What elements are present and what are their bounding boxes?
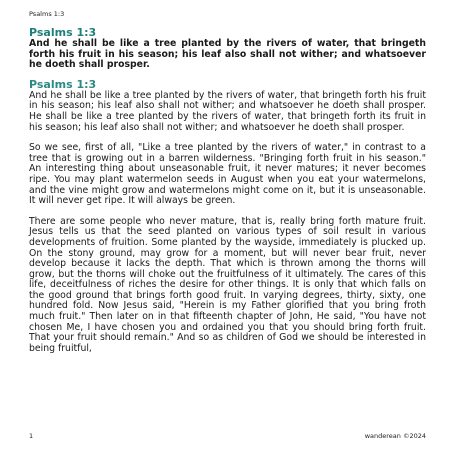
verse-heading-secondary: Psalms 1:3 (29, 77, 97, 91)
footer-credit: wanderean ©2024 (364, 432, 426, 440)
page-number: 1 (29, 432, 34, 440)
verse-text-secondary: And he shall be like a tree planted by the rivers of water, that bringeth forth his fruit in his season; his leaf also shall not wither; and whatsoever he doeth shall prosper. He shall be like a tree planted by the rivers of water, that bringeth forth its fruit in his season; his leaf also shall not wither; and whatsoever he doeth shall prosper. (29, 89, 426, 133)
running-header: Psalms 1:3 (29, 10, 65, 18)
commentary-paragraph-1: So we see, first of all, "Like a tree planted by the rivers of water," in contrast to a tree that is growing out in a barren wilderness. "Bringing forth fruit in his season." An interesting thing about unseasonable fruit, it never matures; it never becomes ripe. You may plant watermelon seeds in August when you eat your watermelons, and the vine might grow and watermelons might come on it, but it is unseasonable. It will never get ripe. It will always be green. (29, 142, 426, 207)
commentary-paragraph-2: There are some people who never mature, that is, really bring forth mature fruit. Jesus tells us that the seed planted on various types of soil result in various developments of fruition. Some planted by the wayside, immediately is plucked up. On the stony ground, may grow for a moment, but will never bear fruit, never develop because it lacks the depth. That which is thrown among the thorns will grow, but the thorns will choke out the fruitfulness of it ultimately. The cares of this life, deceitfulness of riches the desire for other things. It is only that which falls on the good ground that brings forth good fruit. In varying degrees, thirty, sixty, one hundred fold. Now Jesus said, "Herein is my Father glorified that you bring froth much fruit." Then later on in that fifteenth chapter of John, He said, "You have not chosen Me, I have chosen you and ordained you that you should bring forth fruit. That your fruit should remain." And so as children of God we should be interested in being fruitful, (29, 215, 426, 354)
page-content (29, 27, 426, 354)
verse-heading-primary: Psalms 1:3 (29, 26, 97, 39)
verse-text-primary: And he shall be like a tree planted by the rivers of water, that bringeth forth his fruit in his season; his leaf also shall not wither; and whatsoever he doeth shall prosper. (29, 38, 426, 71)
page-footer (29, 432, 426, 440)
